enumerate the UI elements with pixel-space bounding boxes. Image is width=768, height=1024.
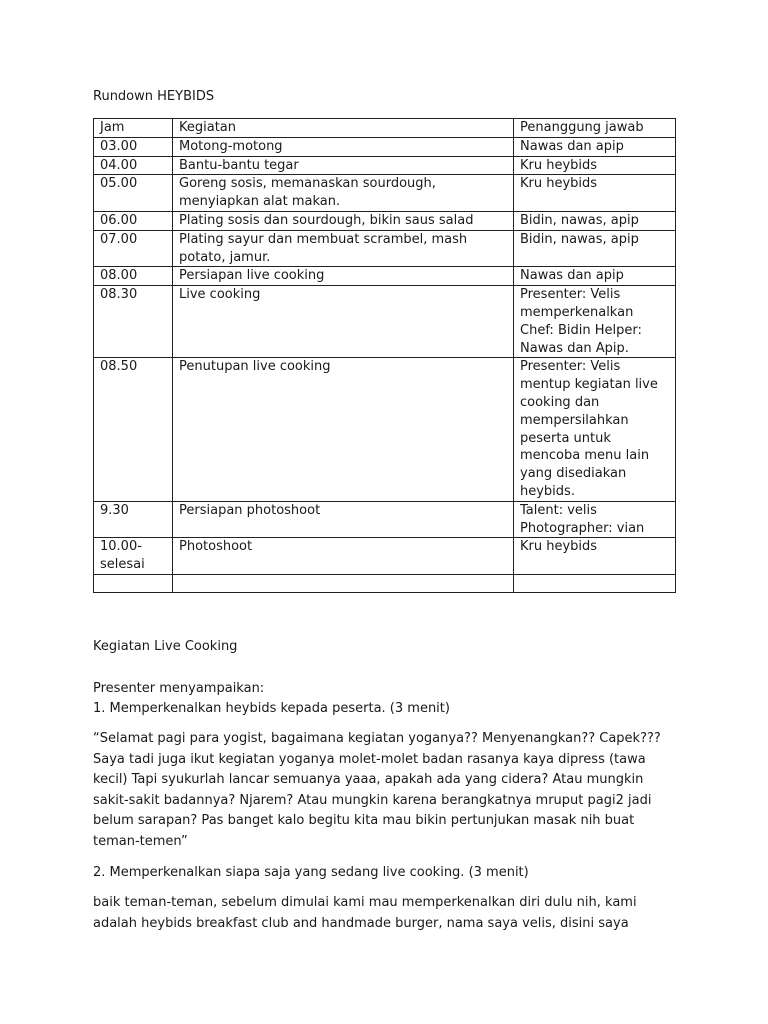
table-row	[94, 267, 676, 286]
table-row	[94, 538, 676, 575]
cell-jam: 06.00	[94, 211, 173, 230]
cell-empty	[173, 574, 514, 592]
cell-pj: Bidin, nawas, apip	[514, 211, 676, 230]
cell-kegiatan: Persiapan live cooking	[173, 267, 514, 286]
cell-jam: 03.00	[94, 137, 173, 156]
header-penanggung-jawab: Penanggung jawab	[514, 119, 676, 138]
cell-jam: 05.00	[94, 175, 173, 212]
header-kegiatan: Kegiatan	[173, 119, 514, 138]
list-item-1: 1. Memperkenalkan heybids kepada peserta. (3 menit)	[93, 701, 450, 716]
table-row	[94, 156, 676, 175]
section-title: Kegiatan Live Cooking	[93, 639, 238, 654]
table-row	[94, 358, 676, 501]
table-row	[94, 211, 676, 230]
cell-pj: Nawas dan apip	[514, 137, 676, 156]
cell-pj: Presenter: Velis memperkenalkan Chef: Bidin Helper: Nawas dan Apip.	[514, 286, 676, 358]
quote-paragraph: “Selamat pagi para yogist, bagaimana kegiatan yoganya?? Menyenangkan?? Capek??? Saya tadi juga ikut kegiatan yoganya molet-molet badan rasanya kaya dipress (tawa kecil) Tapi syukurlah lancar semuanya yaaa, apakah ada yang cidera? Atau mungkin sakit-sakit badannya? Njarem? Atau mungkin karena berangkatnya mruput pagi2 jadi belum sarapan? Pas banget kalo begitu kita mau bikin pertunjukan masak nih buat teman-temen”	[93, 731, 661, 849]
cell-pj: Kru heybids	[514, 538, 676, 575]
table-row	[94, 286, 676, 358]
document-title: Rundown HEYBIDS	[93, 89, 215, 104]
cell-kegiatan: Plating sayur dan membuat scrambel, mash potato, jamur.	[173, 230, 514, 267]
table-header-row	[94, 119, 676, 138]
cell-kegiatan: Motong-motong	[173, 137, 514, 156]
cell-kegiatan: Penutupan live cooking	[173, 358, 514, 501]
cell-pj: Talent: velis Photographer: vian	[514, 501, 676, 538]
cell-kegiatan: Live cooking	[173, 286, 514, 358]
cell-pj: Bidin, nawas, apip	[514, 230, 676, 267]
header-jam: Jam	[94, 119, 173, 138]
table-row	[94, 230, 676, 267]
presenter-intro: Presenter menyampaikan:	[93, 681, 265, 696]
table-row	[94, 137, 676, 156]
cell-pj: Presenter: Velis mentup kegiatan live cooking dan mempersilahkan peserta untuk mencoba menu lain yang disediakan heybids.	[514, 358, 676, 501]
intro-paragraph: baik teman-teman, sebelum dimulai kami mau memperkenalkan diri dulu nih, kami adalah heybids breakfast club and handmade burger, nama saya velis, disini saya	[93, 895, 637, 931]
cell-empty	[94, 574, 173, 592]
table-row-empty	[94, 574, 676, 592]
table-row	[94, 175, 676, 212]
cell-kegiatan: Persiapan photoshoot	[173, 501, 514, 538]
cell-pj: Kru heybids	[514, 175, 676, 212]
cell-jam: 08.30	[94, 286, 173, 358]
cell-jam: 08.00	[94, 267, 173, 286]
cell-kegiatan: Bantu-bantu tegar	[173, 156, 514, 175]
cell-kegiatan: Plating sosis dan sourdough, bikin saus salad	[173, 211, 514, 230]
cell-jam: 07.00	[94, 230, 173, 267]
list-item-2: 2. Memperkenalkan siapa saja yang sedang live cooking. (3 menit)	[93, 865, 529, 880]
rundown-table	[93, 118, 676, 593]
cell-pj: Kru heybids	[514, 156, 676, 175]
cell-jam: 04.00	[94, 156, 173, 175]
cell-jam: 08.50	[94, 358, 173, 501]
cell-jam: 9.30	[94, 501, 173, 538]
table-row	[94, 501, 676, 538]
cell-kegiatan: Photoshoot	[173, 538, 514, 575]
cell-empty	[514, 574, 676, 592]
cell-jam: 10.00-selesai	[94, 538, 173, 575]
cell-kegiatan: Goreng sosis, memanaskan sourdough, menyiapkan alat makan.	[173, 175, 514, 212]
cell-pj: Nawas dan apip	[514, 267, 676, 286]
